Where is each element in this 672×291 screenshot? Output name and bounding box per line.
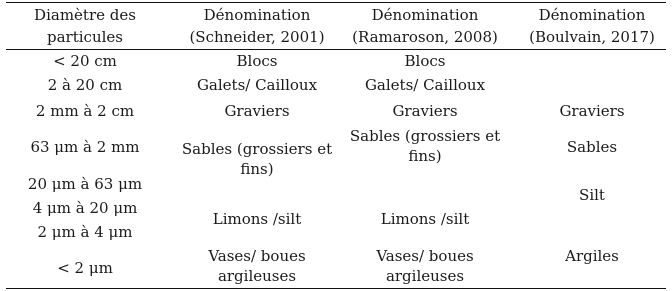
schneider-cell: Graviers (224, 102, 290, 120)
boulvain-cell: Sables (566, 138, 618, 156)
header-diameter (10, 4, 160, 48)
schneider-cell-vases (172, 246, 342, 286)
header-boulvain-line2: (Boulvain, 2017) (529, 28, 655, 46)
ramaroson-sables-line2: fins) (408, 147, 442, 165)
diameter-cell: 20 μm à 63 μm (27, 175, 143, 193)
table-bottom-rule (6, 288, 666, 289)
schneider-cell-sables (172, 139, 342, 179)
header-schneider (172, 4, 342, 48)
header-ramaroson-line1: Dénomination (371, 6, 479, 24)
ramaroson-cell: Blocs (404, 52, 446, 70)
table-top-rule (6, 2, 666, 3)
diameter-cell: < 20 cm (53, 52, 117, 70)
boulvain-cell: Silt (579, 186, 605, 204)
schneider-cell: Galets/ Cailloux (196, 76, 318, 94)
ramaroson-vases-line1: Vases/ boues (376, 247, 474, 265)
header-diameter-line2: particules (47, 28, 123, 46)
diameter-cell: 2 mm à 2 cm (35, 102, 135, 120)
boulvain-cell: Graviers (559, 102, 625, 120)
diameter-cell: 4 μm à 20 μm (32, 199, 138, 217)
header-boulvain-line1: Dénomination (538, 6, 646, 24)
header-boulvain (512, 4, 672, 48)
schneider-cell: Blocs (236, 52, 278, 70)
ramaroson-cell: Limons /silt (380, 210, 470, 228)
header-schneider-line1: Dénomination (203, 6, 311, 24)
ramaroson-sables-line1: Sables (grossiers et (349, 127, 501, 145)
header-ramaroson-line2: (Ramaroson, 2008) (352, 28, 498, 46)
ramaroson-cell: Galets/ Cailloux (364, 76, 486, 94)
schneider-vases-line1: Vases/ boues (208, 247, 306, 265)
header-ramaroson (340, 4, 510, 48)
diameter-cell: < 2 μm (57, 259, 113, 277)
diameter-cell: 2 à 20 cm (47, 76, 123, 94)
schneider-sables-line2: fins) (240, 160, 274, 178)
ramaroson-cell-vases (340, 246, 510, 286)
header-diameter-line1: Diamètre des (34, 6, 136, 24)
ramaroson-cell-sables (340, 126, 510, 166)
header-schneider-line2: (Schneider, 2001) (189, 28, 325, 46)
schneider-cell: Limons /silt (212, 210, 302, 228)
schneider-vases-line2: argileuses (217, 267, 297, 285)
diameter-cell: 2 μm à 4 μm (37, 223, 133, 241)
boulvain-cell: Argiles (565, 247, 619, 265)
schneider-sables-line1: Sables (grossiers et (181, 140, 333, 158)
diameter-cell: 63 μm à 2 mm (30, 138, 140, 156)
ramaroson-vases-line2: argileuses (385, 267, 465, 285)
ramaroson-cell: Graviers (392, 102, 458, 120)
table-header-rule (6, 49, 666, 50)
